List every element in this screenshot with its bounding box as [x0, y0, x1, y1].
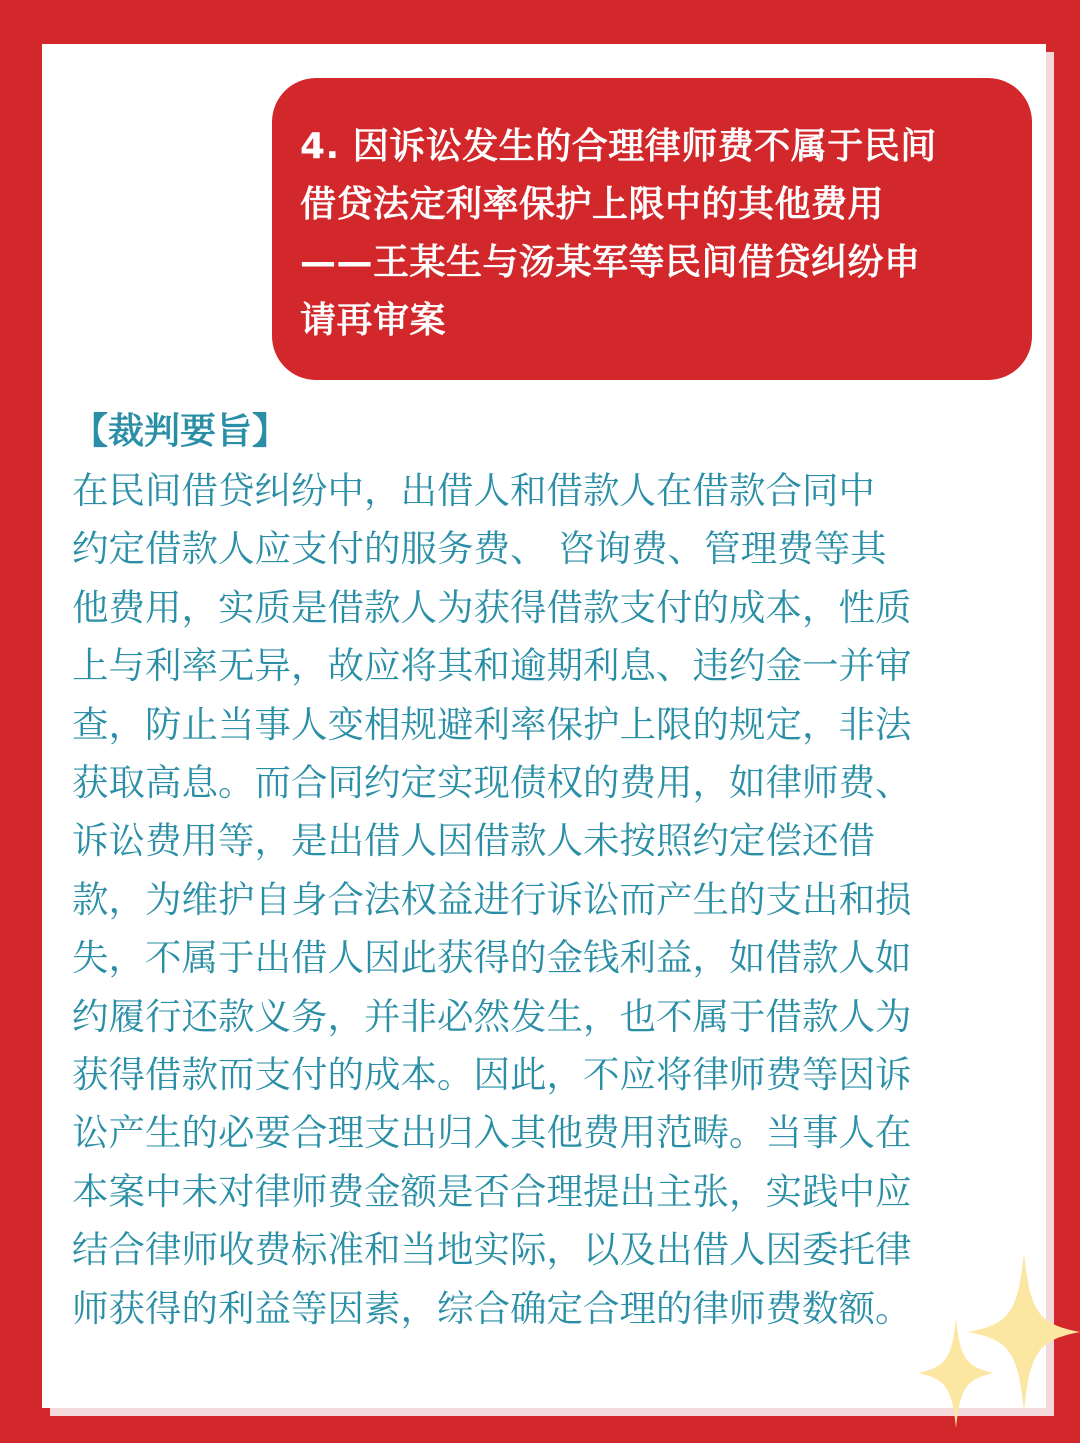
section-heading: 【裁判要旨】 [72, 411, 289, 452]
title-banner [272, 78, 1032, 380]
ruling-summary-text: 在民间借贷纠纷中，出借人和借款人在借款合同中 约定借款人应支付的服务费、 咨询费、管理费等其 他费用，实质是借款人为获得借款支付的成本，性质 上与利率无异，故应将其和逾期利息、违约金一并审 查，防止当事人变相规避利率保护上限的规定，非法 获取高息。而合同约定实现债权的费用，如律师费、 诉讼费用等，是出借人因借款人未按照约定偿还借 款，为维护自身合法权益进行诉讼而产生的支出和损 失，不属于出借人因此获得的金钱利益，如借款人如 约履行还款义务，并非必然发生，也不属于借款人为 获得借款而支付的成本。因此，不应将律师费等因诉 讼产生的必要合理支出归入其他费用范畴。当事人在 本案中未对律师费金额是否合理提出主张，实践中应 结合律师收费标准和当地实际，以及出借人因委托律 师获得的利益等因素，综合确定合理的律师费数额。 [72, 469, 912, 1330]
sparkle-icon [918, 1318, 994, 1428]
case-title: 4. 因诉讼发生的合理律师费不属于民间 借贷法定利率保护上限中的其他费用 ——王某生与汤某军等民间借贷纠纷申 请再审案 [300, 126, 937, 341]
